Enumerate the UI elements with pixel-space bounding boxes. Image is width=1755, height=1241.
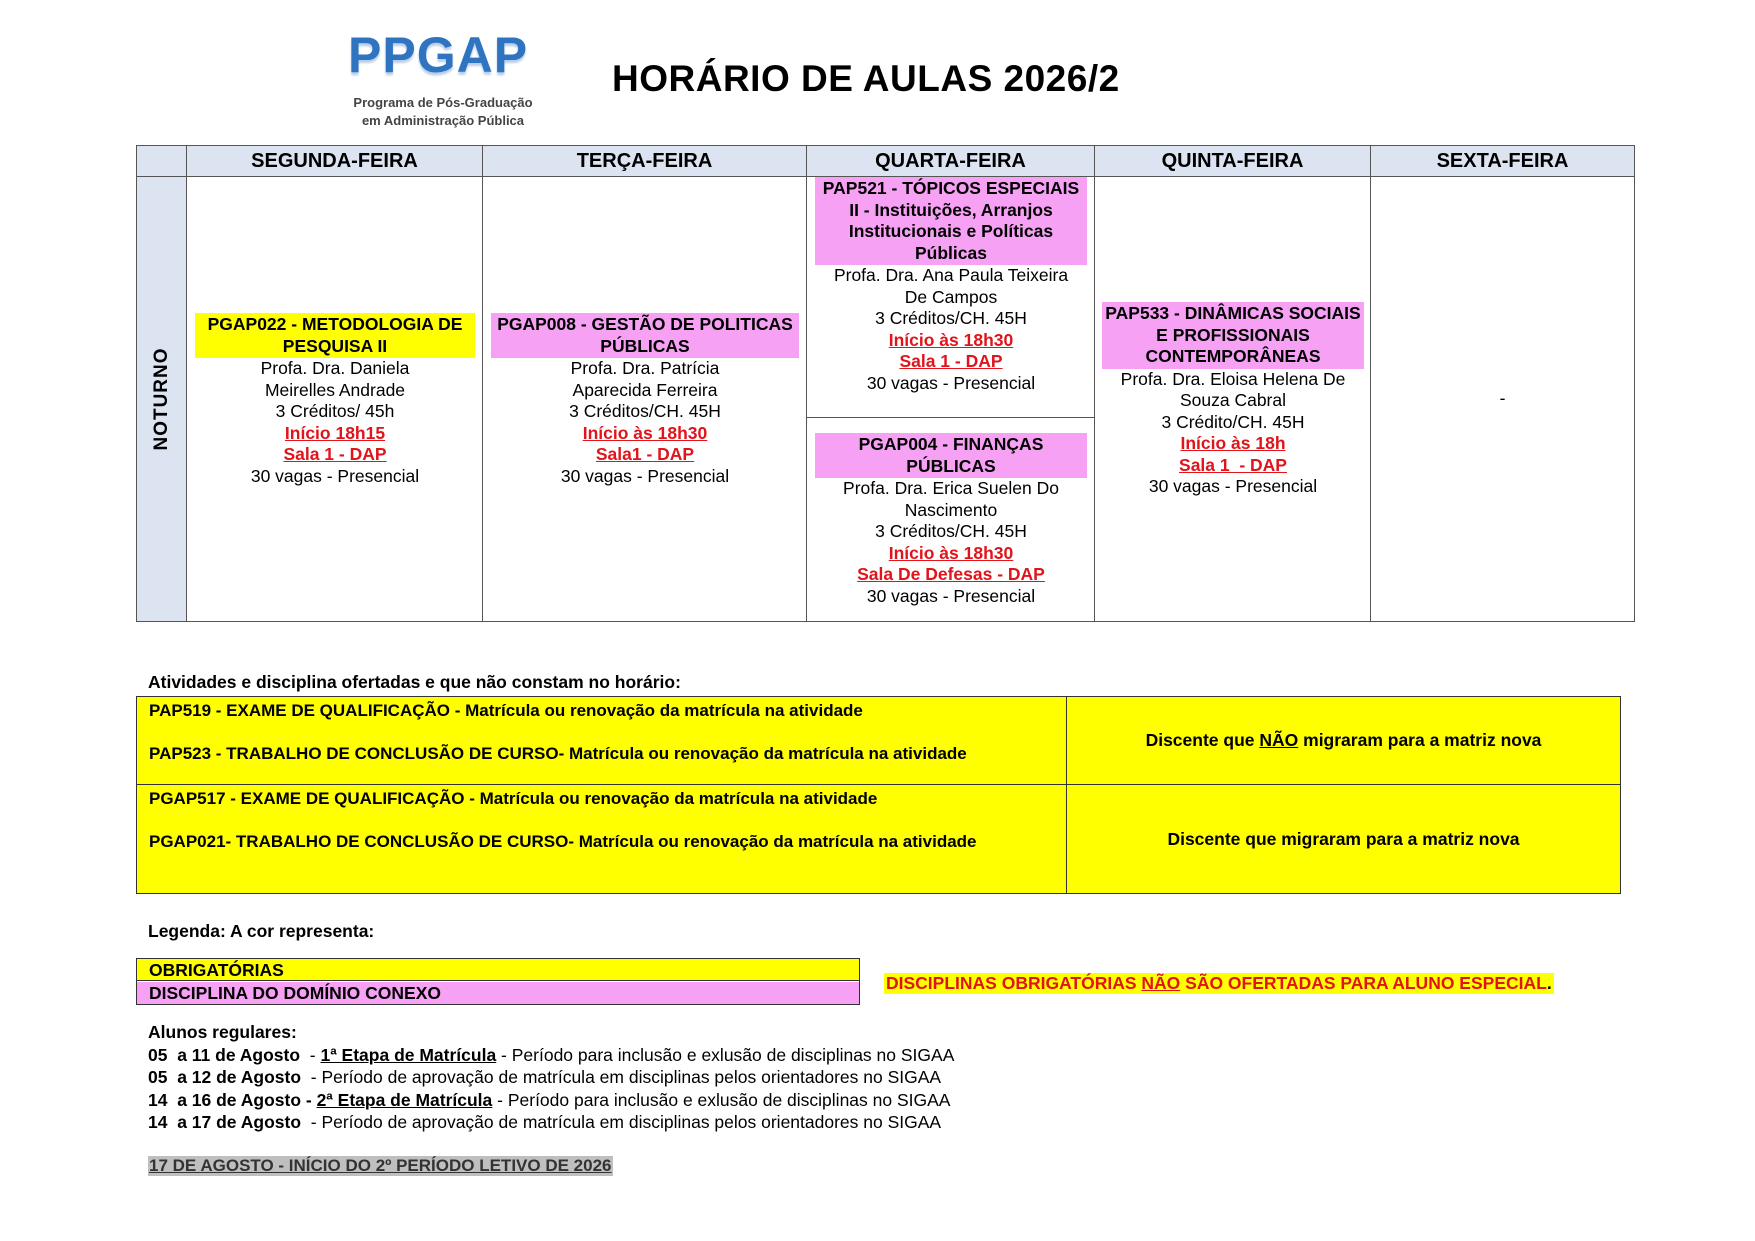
course-professor: Profa. Dra. Daniela Meirelles Andrade [260,358,410,400]
tuesday-course [483,313,807,487]
course-credits: 3 Créditos/ 45h [275,401,395,421]
special-student-warning: DISCIPLINAS OBRIGATÓRIAS NÃO SÃO OFERTADAS PARA ALUNO ESPECIAL. [886,973,1552,993]
activities-items [137,697,1067,784]
logo-subtitle-1: Programa de Pós-Graduação [353,95,533,110]
thursday-course [1095,302,1371,498]
course-start-time: Início às 18h [1180,433,1286,453]
header-tuesday: TERÇA-FEIRA [483,146,807,177]
course-credits: 3 Créditos/CH. 45H [875,521,1027,541]
course-title: PGAP004 - FINANÇAS PÚBLICAS [815,433,1087,478]
shift-label: NOTURNO [150,347,172,451]
course-professor: Profa. Dra. Ana Paula Teixeira De Campos [833,265,1069,307]
course-title: PAP521 - TÓPICOS ESPECIAIS II - Instituições, Arranjos Institucionais e Políticas Públicas [815,177,1087,265]
ppgap-logo [318,27,568,135]
wednesday-course-1 [807,177,1095,394]
thursday-cell [1095,177,1371,621]
tuesday-cell [483,177,807,621]
activity-item: PGAP517 - EXAME DE QUALIFICAÇÃO - Matrícula ou renovação da matrícula na atividade [149,789,878,808]
registration-line: 05 a 12 de Agosto - Período de aprovação de matrícula em disciplinas pelos orientadores no SIGAA [148,1067,942,1087]
monday-cell [187,177,483,621]
registration-line: 05 a 11 de Agosto - 1ª Etapa de Matrícula - Período para inclusão e exlusão de disciplinas no SIGAA [148,1044,955,1065]
legend-mandatory: OBRIGATÓRIAS [137,959,859,981]
logo-subtitle-2: em Administração Pública [361,113,525,128]
semester-start-note: 17 DE AGOSTO - INÍCIO DO 2º PERÍODO LETIVO DE 2026 [149,1156,612,1175]
monday-course [187,313,483,487]
wednesday-cell [807,177,1095,621]
activities-table [136,696,1621,894]
registration-info [148,1021,954,1134]
course-professor: Profa. Dra. Eloisa Helena De Souza Cabral [1120,368,1346,410]
course-room: Sala 1 - DAP [283,444,387,464]
course-room: Sala 1 - DAP [899,351,1003,371]
course-credits: 3 Créditos/CH. 45H [569,401,721,421]
course-credits: 3 Crédito/CH. 45H [1161,411,1305,432]
logo-mark: PPGAP [348,27,529,83]
header-friday: SEXTA-FEIRA [1371,146,1634,177]
course-title: PGAP022 - METODOLOGIA DE PESQUISA II [195,313,475,358]
course-seats: 30 vagas - Presencial [1148,476,1318,496]
page-title: HORÁRIO DE AULAS 2026/2 [612,58,1120,99]
course-seats: 30 vagas - Presencial [250,465,420,486]
schedule-table [136,145,1635,622]
course-professor: Profa. Dra. Erica Suelen Do Nascimento [843,478,1059,520]
activities-label: Atividades e disciplina ofertadas e que não constam no horário: [148,672,681,692]
activities-items [137,785,1067,893]
course-professor: Profa. Dra. Patrícia Aparecida Ferreira [570,358,720,400]
legend-label: Legenda: A cor representa: [148,921,375,941]
wednesday-divider [807,417,1094,418]
course-seats: 30 vagas - Presencial [866,372,1036,393]
course-seats: 30 vagas - Presencial [866,585,1036,606]
course-room: Sala1 - DAP [595,444,695,464]
header-wednesday: QUARTA-FEIRA [807,146,1095,177]
friday-cell [1371,177,1634,621]
activities-row [137,697,1620,785]
registration-line: 14 a 17 de Agosto - Período de aprovação de matrícula em disciplinas pelos orientadores no SIGAA [148,1112,942,1132]
course-title: PAP533 - DINÂMICAS SOCIAIS E PROFISSIONAIS CONTEMPORÂNEAS [1102,302,1364,369]
course-start-time: Início 18h15 [284,422,386,443]
course-room: Sala De Defesas - DAP [857,564,1045,584]
activity-item: PAP523 - TRABALHO DE CONCLUSÃO DE CURSO- Matrícula ou renovação da matrícula na atividade [149,744,967,763]
course-seats: 30 vagas - Presencial [560,465,730,486]
friday-empty: - [1499,388,1506,408]
course-room: Sala 1 - DAP [1179,454,1287,475]
activities-audience: Discente que migraram para a matriz nova [1167,828,1520,849]
activity-item: PAP519 - EXAME DE QUALIFICAÇÃO - Matrícula ou renovação da matrícula na atividade [149,701,863,720]
header-corner [137,146,187,177]
course-title: PGAP008 - GESTÃO DE POLITICAS PÚBLICAS [491,313,799,358]
course-start-time: Início às 18h30 [888,542,1014,563]
activities-row [137,785,1620,893]
wednesday-course-2 [807,433,1095,607]
registration-title: Alunos regulares: [148,1022,297,1042]
shift-cell [137,177,187,621]
activities-audience: Discente que NÃO migraram para a matriz nova [1145,730,1542,750]
header-thursday: QUINTA-FEIRA [1095,146,1371,177]
course-start-time: Início às 18h30 [582,422,708,443]
legend-table [136,958,860,1005]
course-start-time: Início às 18h30 [888,329,1014,350]
course-credits: 3 Créditos/CH. 45H [875,308,1027,328]
header-monday: SEGUNDA-FEIRA [187,146,483,177]
registration-line: 14 a 16 de Agosto - 2ª Etapa de Matrícula - Período para inclusão e exlusão de disciplinas no SIGAA [148,1089,951,1110]
legend-related-domain: DISCIPLINA DO DOMÍNIO CONEXO [137,982,859,1004]
activity-item: PGAP021- TRABALHO DE CONCLUSÃO DE CURSO- Matrícula ou renovação da matrícula na atividade [149,832,977,851]
